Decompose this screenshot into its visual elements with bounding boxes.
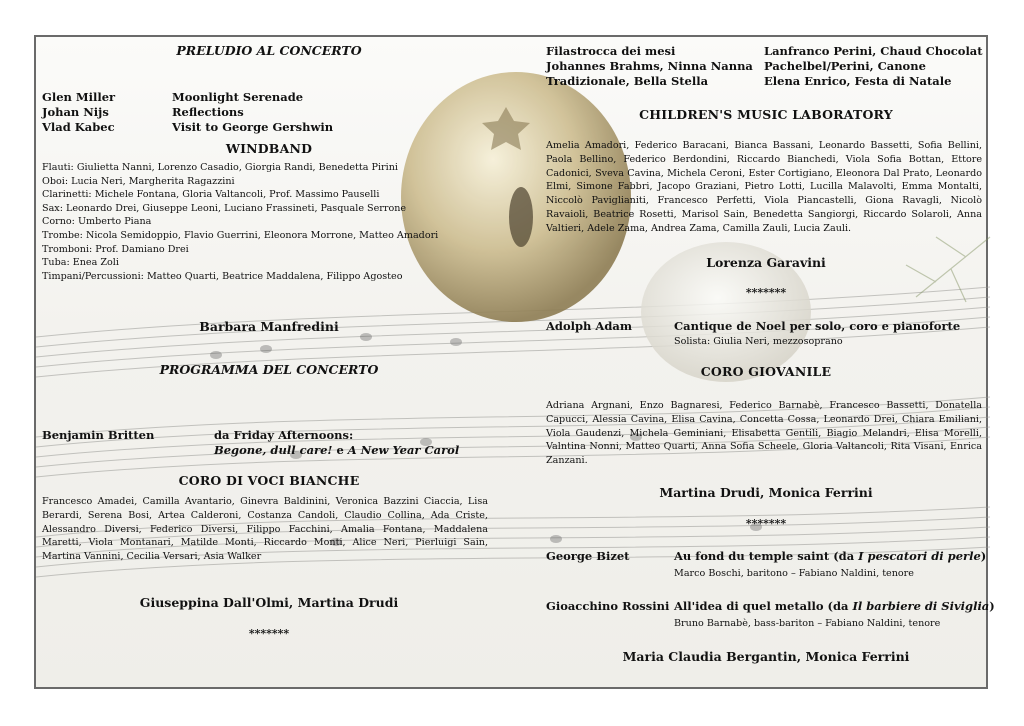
composer-name: Vlad Kabec — [42, 120, 115, 134]
windband-line: Trombe: Nicola Semidoppio, Flavio Guerrini, Eleonora Morrone, Matteo Amadori — [42, 229, 439, 241]
britten-composer: Benjamin Britten — [42, 428, 155, 442]
windband-line: Timpani/Percussioni: Matteo Quarti, Beatrice Maddalena, Filippo Agosteo — [42, 270, 403, 282]
preludio-title: PRELUDIO AL CONCERTO — [176, 43, 362, 58]
britten-pieces — [214, 443, 459, 458]
separator-stars: ******* — [745, 517, 787, 530]
bizet-close: ) — [980, 549, 987, 563]
britten-and: e — [332, 443, 348, 457]
piece-name: Reflections — [172, 105, 244, 119]
piece-name: Visit to George Gershwin — [172, 120, 334, 134]
top-row-a: Tradizionale, Bella Stella — [546, 74, 709, 88]
composer-name: Glen Miller — [42, 90, 116, 104]
preludio-row-piece — [172, 105, 244, 120]
britten-line1: da Friday Afternoons: — [214, 428, 354, 442]
windband-line: Tromboni: Prof. Damiano Drei — [42, 243, 189, 255]
britten-piece1: Begone, dull care! — [214, 443, 333, 457]
piece-name: Moonlight Serenade — [172, 90, 304, 104]
giovanile-members: Adriana Argnani, Enzo Bagnaresi, Federico Barnabè, Francesco Bassetti, Donatella Capucci, Alessia Cavina, Elisa Cavina, Concetta Cossa, Leonardo Drei, Chiara Emiliani, Viola Gaudenzi, Michela Geminiani, Elisabetta Gentili, Biagio Melandri, Elisa Morelli, Valntina Nonni, Matteo Quarti, Anna Sofia Scheele, Gloria Valtancoli, Rita Visani, Enrica Zanzani. — [546, 400, 982, 467]
separator-stars: ******* — [745, 286, 787, 299]
windband-line: Sax: Leonardo Drei, Giuseppe Leoni, Luciano Frassineti, Pasquale Serrone — [42, 202, 407, 214]
rossini-da: (da — [827, 599, 853, 613]
preludio-row — [42, 120, 115, 135]
rossini-close: ) — [989, 599, 995, 613]
preludio-row — [42, 90, 115, 105]
windband-list — [42, 161, 496, 283]
windband-line: Corno: Umberto Piana — [42, 216, 152, 228]
windband-title: WINDBAND — [225, 141, 313, 156]
britten-piece2: A New Year Carol — [347, 443, 460, 457]
bizet-da: (da — [833, 549, 859, 563]
adam-piece: Cantique de Noel per solo, coro e pianoforte — [674, 319, 961, 333]
windband-line: Flauti: Giulietta Nanni, Lorenzo Casadio, Giorgia Randi, Benedetta Pirini — [42, 162, 398, 173]
separator-stars: ******* — [248, 627, 290, 640]
adam-soloist: Solista: Giulia Neri, mezzosoprano — [674, 336, 843, 347]
top-row-a: Johannes Brahms, Ninna Nanna — [546, 59, 753, 73]
programma-title: PROGRAMMA DEL CONCERTO — [159, 362, 379, 377]
lab-members: Amelia Amadori, Federico Baracani, Bianca Bassani, Leonardo Bassetti, Sofia Bellini, Paola Bellino, Federico Berdondini, Riccardo Bianchedi, Viola Sofia Bottan, Ettore Cadonici, Sveva Cavina, Michela Ceroni, Ester Cortigiano, Eleonora Dal Prato, Leonardo Elmi, Simone Fabbri, Jacopo Graziani, Pietro Lotti, Lucilla Malavolti, Emma Montalti, Niccolò Paviglianiti, Francesco Perfetti, Viola Piancastelli, Giona Ravagli, Nicolò Ravaioli, Beatrice Rosetti, Marisol Sain, Benedetta Sangiorgi, Riccardo Solaroli, Anna Valtieri, Adele Zama, Andrea Zama, Camilla Zauli, Lucia Zauli. — [546, 140, 982, 234]
bizet-line — [674, 549, 986, 564]
concert-program-sheet — [34, 35, 995, 689]
preludio-row — [42, 105, 109, 120]
coro-bianche-directors: Giuseppina Dall'Olmi, Martina Drudi — [139, 595, 399, 610]
lab-director: Lorenza Garavini — [706, 255, 826, 270]
lab-title: CHILDREN'S MUSIC LABORATORY — [639, 107, 893, 122]
giovanile-title: CORO GIOVANILE — [700, 364, 832, 379]
top-row-b: Lanfranco Perini, Chaud Chocolat — [764, 44, 983, 58]
windband-line: Tuba: Enea Zoli — [42, 257, 119, 269]
rossini-piece: All'idea di quel metallo — [674, 599, 824, 613]
preludio-row-piece — [172, 120, 333, 135]
adam-composer: Adolph Adam — [546, 319, 632, 333]
rossini-composer: Gioacchino Rossini — [546, 599, 670, 613]
top-row-a: Filastrocca dei mesi — [546, 44, 676, 58]
bizet-opera: I pescatori di perle — [858, 549, 981, 563]
giovanile-directors: Martina Drudi, Monica Ferrini — [659, 485, 873, 500]
final-directors: Maria Claudia Bergantin, Monica Ferrini — [622, 649, 910, 664]
bizet-piece: Au fond du temple saint — [674, 549, 830, 563]
rossini-singers: Bruno Barnabè, bass-bariton – Fabiano Naldini, tenore — [674, 618, 941, 629]
composer-name: Johan Nijs — [42, 105, 109, 119]
coro-bianche-members: Francesco Amadei, Camilla Avantario, Ginevra Baldinini, Veronica Bazzini Ciaccia, Lisa Berardi, Serena Bosi, Artea Calderoni, Costanza Candoli, Claudio Collina, Ada Criste, Alessandro Diversi, Federico Diversi, Filippo Facchini, Amalia Fontana, Maddalena Maretti, Viola Montanari, Matilde Monti, Riccardo Monti, Alice Neri, Pierluigi Sain, Martina Vannini, Cecilia Versari, Asia Walker — [42, 496, 488, 563]
top-row-b: Pachelbel/Perini, Canone — [764, 59, 926, 73]
preludio-row-piece — [172, 90, 303, 105]
top-row-b: Elena Enrico, Festa di Natale — [764, 74, 952, 88]
rossini-line — [674, 599, 995, 614]
bizet-singers: Marco Boschi, baritono – Fabiano Naldini, tenore — [674, 568, 914, 579]
coro-bianche-title: CORO DI VOCI BIANCHE — [178, 473, 360, 488]
windband-director: Barbara Manfredini — [199, 319, 339, 334]
bizet-composer: George Bizet — [546, 549, 630, 563]
windband-line: Clarinetti: Michele Fontana, Gloria Valtancoli, Prof. Massimo Pauselli — [42, 189, 380, 201]
windband-line: Oboi: Lucia Neri, Margherita Ragazzini — [42, 175, 235, 187]
rossini-opera: Il barbiere di Siviglia — [852, 599, 990, 613]
